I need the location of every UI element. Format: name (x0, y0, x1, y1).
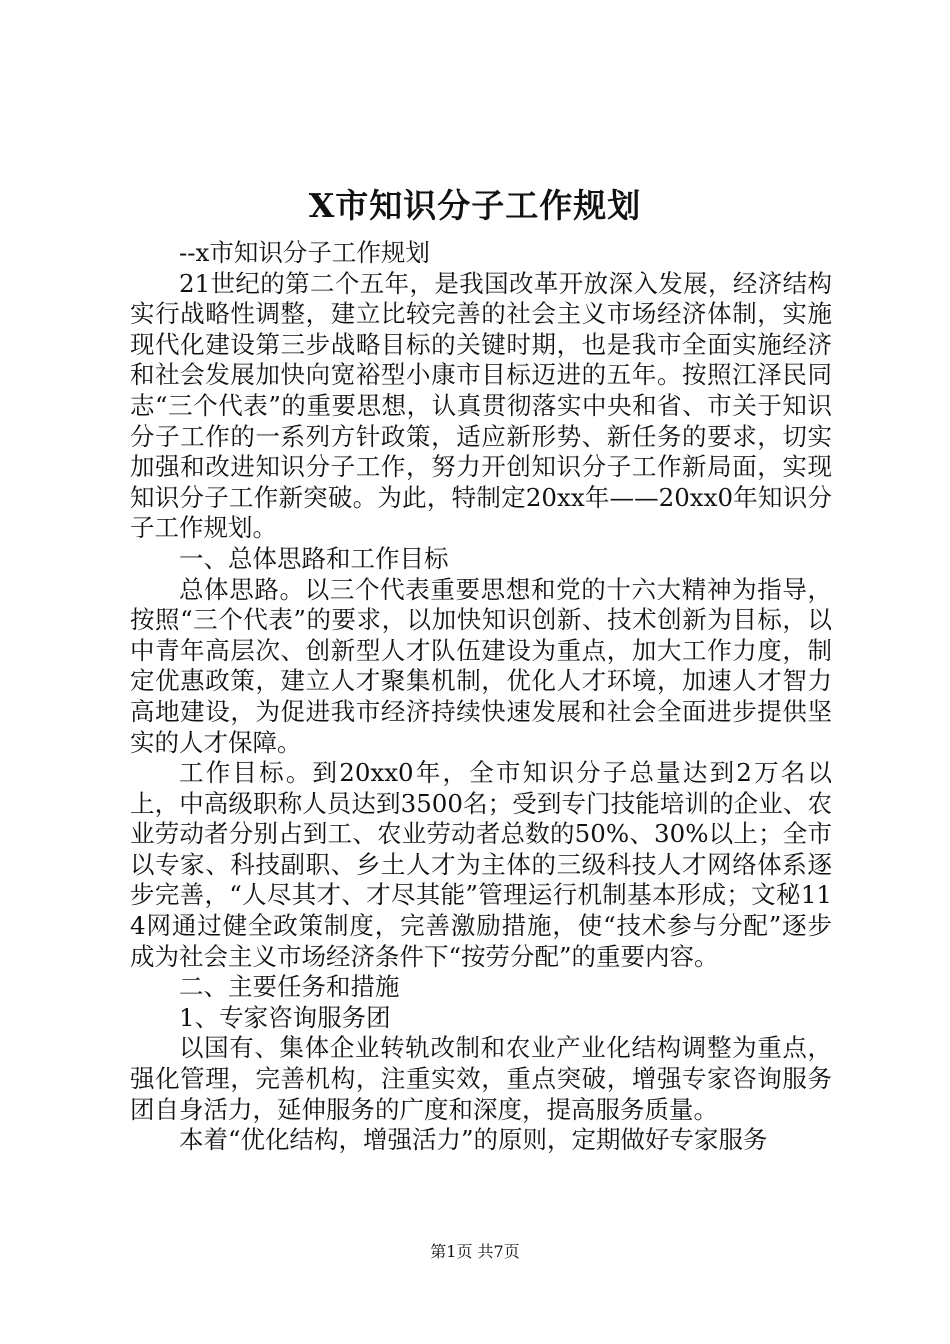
document-body (130, 238, 832, 1156)
page-number-footer: 第1页 共7页 (430, 1242, 520, 1261)
intro-paragraph: 21世纪的第二个五年，是我国改革开放深入发展，经济结构实行战略性调整，建立比较完善的社会主义市场经济体制，实施现代化建设第三步战略目标的关键时期，也是我市全面实施经济和社会发展加快向宽裕型小康市目标迈进的五年。按照江泽民同志“三个代表”的重要思想，认真贯彻落实中央和省、市关于知识分子工作的一系列方针政策，适应新形势、新任务的要求，切实加强和改进知识分子工作，努力开创知识分子工作新局面，实现知识分子工作新突破。为此，特制定20xx年——20xx0年知识分子工作规划。 (130, 268, 832, 543)
overall-approach-paragraph: 总体思路。以三个代表重要思想和党的十六大精神为指导，按照“三个代表”的要求，以加快知识创新、技术创新为目标，以中青年高层次、创新型人才队伍建设为重点，加大工作力度，制定优惠政策，建立人才聚集机制，优化人才环境，加速人才智力高地建设，为促进我市经济持续快速发展和社会全面进步提供坚实的人才保障。 (130, 574, 832, 757)
subtitle-paragraph: --x市知识分子工作规划 (179, 238, 430, 267)
section-heading-2: 二、主要任务和措施 (179, 972, 400, 1002)
work-goals-paragraph: 工作目标。到20xx0年，全市知识分子总量达到2万名以上，中高级职称人员达到3500名；受到专门技能培训的企业、农业劳动者分别占到工、农业劳动者总数的50%、30%以上；全市以专家、科技副职、乡土人才为主体的三级科技人才网络体系逐步完善，“人尽其才、才尽其能”管理运行机制基本形成；文秘114网通过健全政策制度，完善激励措施，使“技术参与分配”逐步成为社会主义市场经济条件下“按劳分配”的重要内容。 (130, 758, 832, 971)
document-title: X市知识分子工作规划 (308, 186, 642, 225)
section-heading-1: 一、总体思路和工作目标 (179, 543, 449, 573)
principle-paragraph: 本着“优化结构，增强活力”的原则，定期做好专家服务 (179, 1125, 768, 1155)
expert-service-paragraph: 以国有、集体企业转轨改制和农业产业化结构调整为重点，强化管理，完善机构，注重实效，重点突破，增强专家咨询服务团自身活力，延伸服务的广度和深度，提高服务质量。 (130, 1033, 832, 1124)
subsection-heading-1: 1、专家咨询服务团 (179, 1002, 391, 1032)
